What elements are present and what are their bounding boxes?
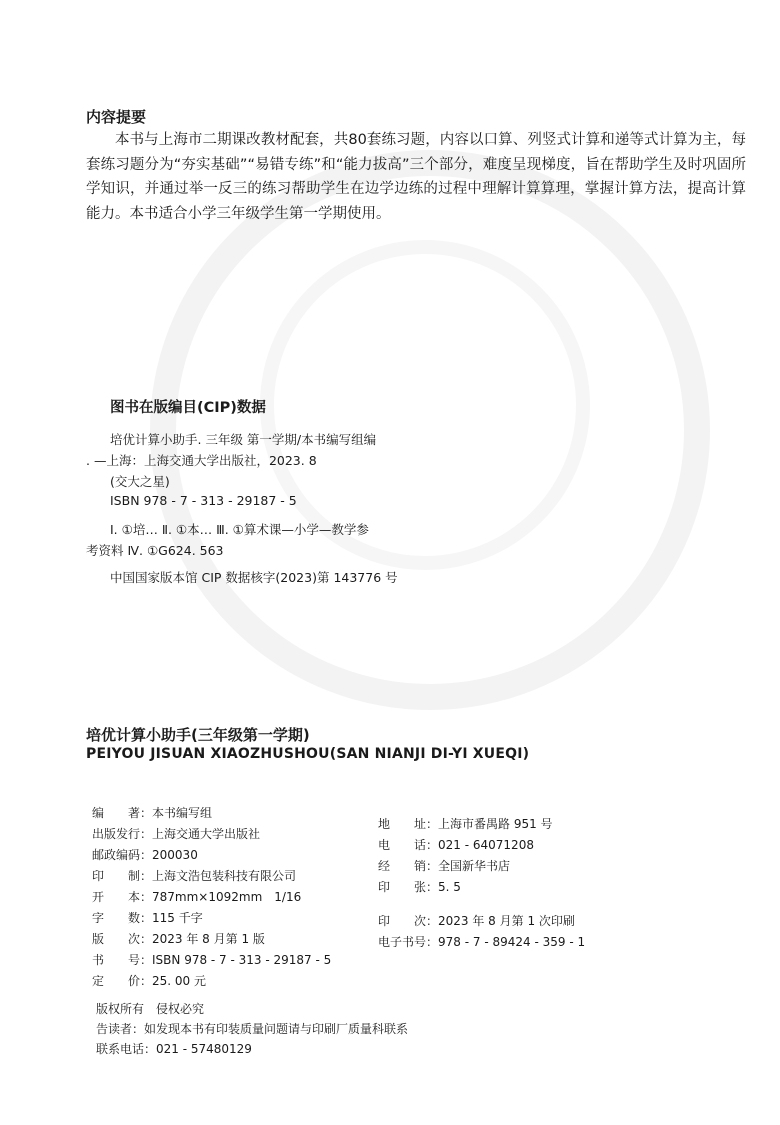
cip-heading: 图书在版编目(CIP)数据 xyxy=(110,400,266,416)
cip-line-6: 考资料 Ⅳ. ①G624. 563 xyxy=(86,543,224,558)
info-word-count: 字 数：115 千字 xyxy=(92,911,203,925)
summary-text: 本书与上海市二期课改教材配套，共80套练习题，内容以口算、列竖式计算和递等式计算为主，每套练习题分为“夯实基础”“易错专练”和“能力拔高”三个部分，难度呈现梯度，旨在帮助学生及时巩固所学知识，并通过举一反三的练习帮助学生在边学边练的过程中理解计算算理，掌握计算方法，提高计算能力。本书适合小学三年级学生第一学期使用。 xyxy=(86,132,746,222)
info-author: 编 著：本书编写组 xyxy=(92,806,213,820)
book-title-pinyin: PEIYOU JISUAN XIAOZHUSHOU(SAN NIANJI DI-YI XUEQI) xyxy=(86,746,530,762)
cip-line-5: Ⅰ. ①培… Ⅱ. ①本… Ⅲ. ①算术课—小学—教学参 xyxy=(110,522,369,537)
cip-line-1: 培优计算小助手. 三年级 第一学期/本书编写组编 xyxy=(110,432,377,447)
cip-line-4: ISBN 978 - 7 - 313 - 29187 - 5 xyxy=(110,493,297,508)
info-postcode: 邮政编码：200030 xyxy=(92,848,198,862)
info-edition: 版 次：2023 年 8 月第 1 版 xyxy=(92,932,265,946)
summary-heading: 内容提要 xyxy=(86,108,147,126)
copyright-notice: 版权所有 侵权必究 xyxy=(96,1002,205,1016)
info-isbn: 书 号：ISBN 978 - 7 - 313 - 29187 - 5 xyxy=(92,953,332,967)
info-publisher: 出版发行：上海交通大学出版社 xyxy=(92,827,261,841)
book-title-cn: 培优计算小助手(三年级第一学期) xyxy=(86,726,310,744)
cip-line-2: . —上海：上海交通大学出版社，2023. 8 xyxy=(86,453,317,468)
info-format: 开 本：787mm×1092mm 1/16 xyxy=(92,890,302,904)
info-printer: 印 制：上海文浩包装科技有限公司 xyxy=(92,869,297,883)
summary-body xyxy=(86,128,746,226)
contact-phone: 联系电话：021 - 57480129 xyxy=(96,1042,252,1056)
cip-line-3: (交大之星) xyxy=(110,474,170,489)
info-distributor: 经 销：全国新华书店 xyxy=(378,859,511,873)
cip-line-7: 中国国家版本馆 CIP 数据核字(2023)第 143776 号 xyxy=(110,570,398,585)
info-price: 定 价：25. 00 元 xyxy=(92,974,206,988)
info-ebook-number: 电子书号：978 - 7 - 89424 - 359 - 1 xyxy=(378,935,586,949)
info-impression: 印 次：2023 年 8 月第 1 次印刷 xyxy=(378,914,575,928)
info-sheets: 印 张：5. 5 xyxy=(378,880,461,894)
reader-notice: 告读者：如发现本书有印装质量问题请与印刷厂质量科联系 xyxy=(96,1022,409,1036)
info-phone: 电 话：021 - 64071208 xyxy=(378,838,534,852)
info-address: 地 址：上海市番禺路 951 号 xyxy=(378,817,553,831)
